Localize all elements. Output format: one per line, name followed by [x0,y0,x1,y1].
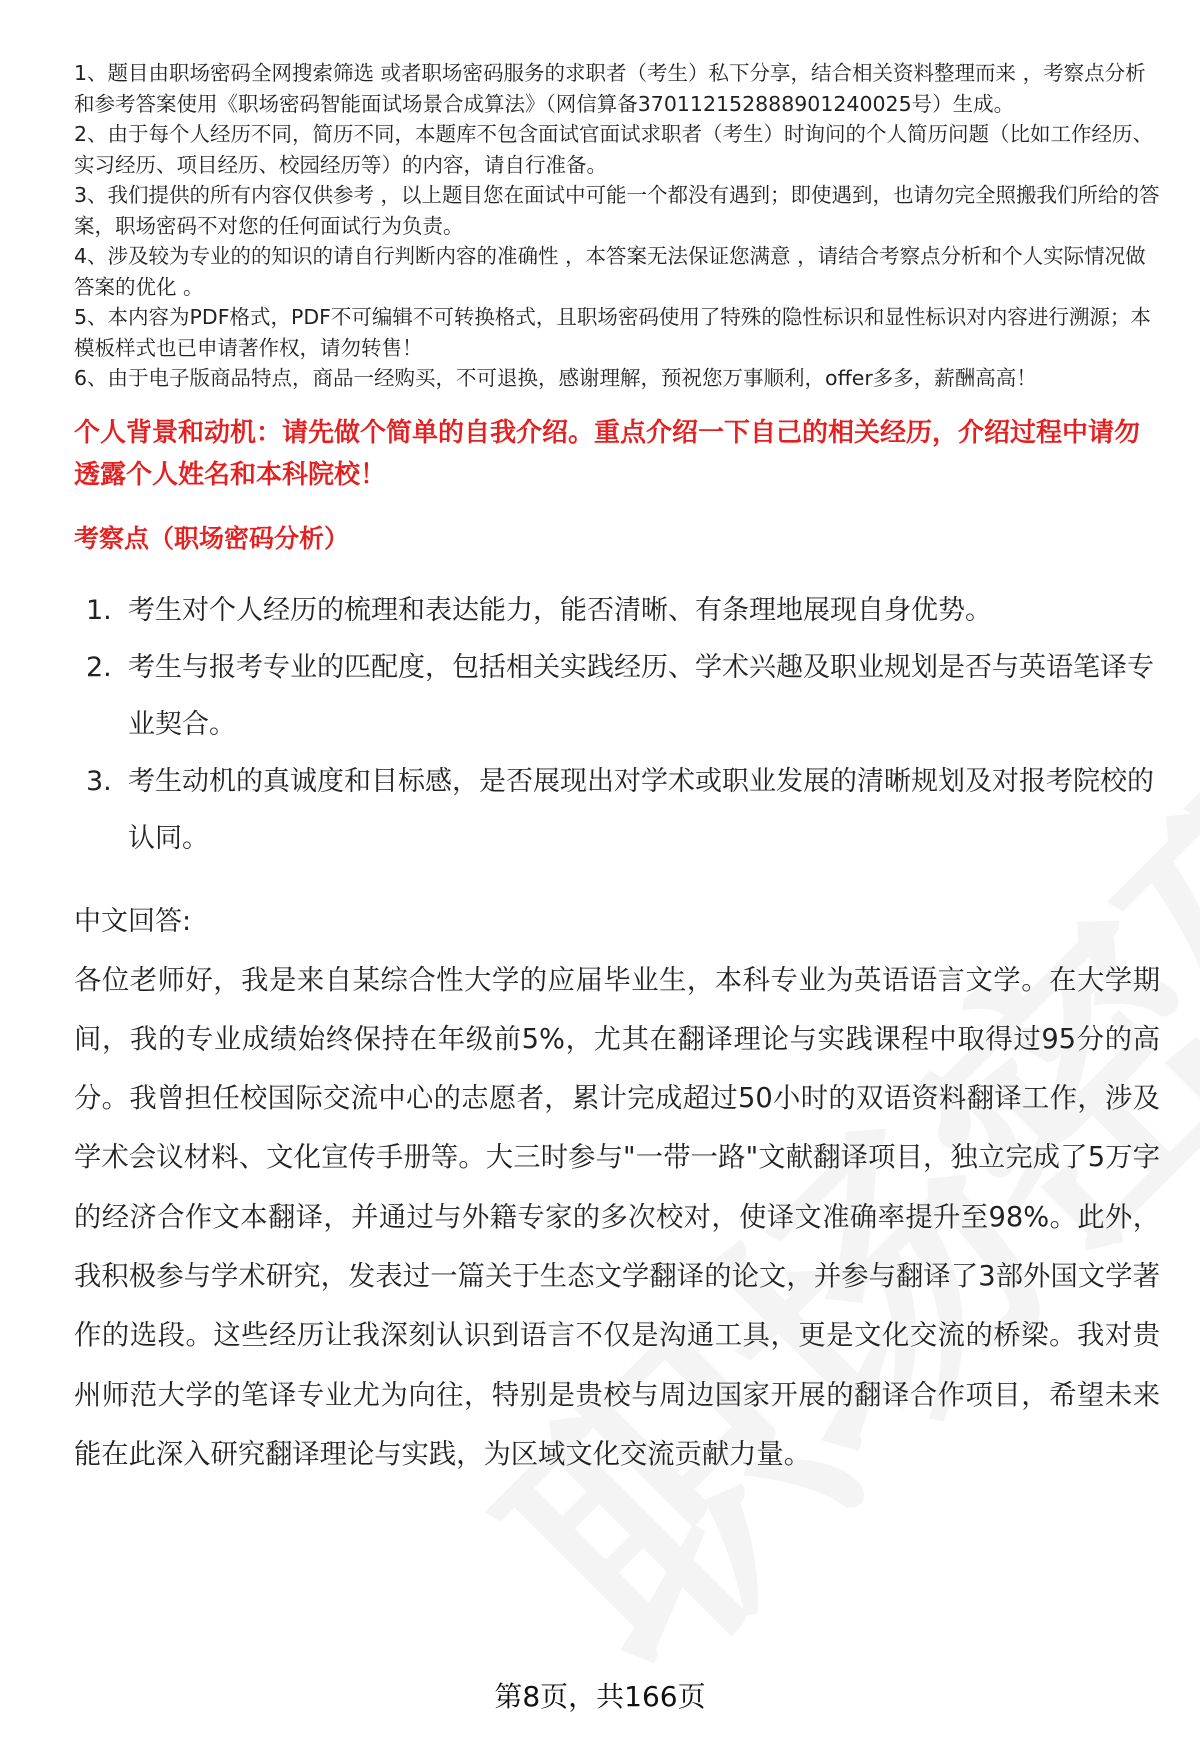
analysis-point [74,639,1164,753]
disclaimer-item: 1、题目由职场密码全网搜索筛选 或者职场密码服务的求职者（考生）私下分享，结合相关资料整理而来 ，考察点分析和参考答案使用《职场密码智能面试场景合成算法》（网信算备370112152888901240025号）生成。 [74,61,1146,116]
point-text: 考生动机的真诚度和目标感，是否展现出对学术或职业发展的清晰规划及对报考院校的认同。 [128,765,1154,854]
page-content [74,58,1164,1484]
point-number: 3. [86,765,112,797]
disclaimer-item: 3、我们提供的所有内容仅供参考 ，以上题目您在面试中可能一个都没有遇到；即使遇到，也请勿完全照搬我们所给的答案，职场密码不对您的任何面试行为负责。 [74,183,1160,238]
point-number: 2. [86,651,112,683]
answer-text: 各位老师好，我是来自某综合性大学的应届毕业生，本科专业为英语语言文学。在大学期间，我的专业成绩始终保持在年级前5%，尤其在翻译理论与实践课程中取得过95分的高分。我曾担任校国际交流中心的志愿者，累计完成超过50小时的双语资料翻译工作，涉及学术会议材料、文化宣传手册等。大三时参与"一带一路"文献翻译项目，独立完成了5万字的经济合作文本翻译，并通过与外籍专家的多次校对，使译文准确率提升至98%。此外，我积极参与学术研究，发表过一篇关于生态文学翻译的论文，并参与翻译了3部外国文学著作的选段。这些经历让我深刻认识到语言不仅是沟通工具，更是文化交流的桥梁。我对贵州师范大学的笔译专业尤为向往，特别是贵校与周边国家开展的翻译合作项目，希望未来能在此深入研究翻译理论与实践，为区域文化交流贡献力量。 [74,964,1160,1470]
disclaimer-item: 2、由于每个人经历不同，简历不同，本题库不包含面试官面试求职者（考生）时询问的个人简历问题（比如工作经历、实习经历、项目经历、校园经历等）的内容，请自行准备。 [74,122,1154,177]
disclaimer-item: 5、本内容为PDF格式，PDF不可编辑不可转换格式，且职场密码使用了特殊的隐性标识和显性标识对内容进行溯源；本模板样式也已申请著作权，请勿转售！ [74,305,1151,360]
analysis-point [74,753,1164,867]
analysis-point [74,582,1164,639]
question-title: 个人背景和动机：请先做个简单的自我介绍。重点介绍一下自己的相关经历，介绍过程中请勿透露个人姓名和本科院校！ [74,417,1141,490]
analysis-points [74,582,1164,867]
page-number: 第8页，共166页 [494,1680,706,1713]
disclaimer-block [74,58,1164,394]
point-text: 考生与报考专业的匹配度，包括相关实践经历、学术兴趣及职业规划是否与英语笔译专业契合。 [128,651,1154,740]
point-text: 考生对个人经历的梳理和表达能力，能否清晰、有条理地展现自身优势。 [128,594,992,626]
disclaimer-item: 4、涉及较为专业的的知识的请自行判断内容的准确性 ，本答案无法保证您满意 ，请结合考察点分析和个人实际情况做答案的优化 。 [74,244,1146,299]
point-number: 1. [86,594,112,626]
analysis-title: 考察点（职场密码分析） [74,523,350,553]
answer-label: 中文回答: [74,905,192,937]
disclaimer-item: 6、由于电子版商品特点，商品一经购买，不可退换，感谢理解，预祝您万事顺利，offer多多，薪酬高高！ [74,366,1037,390]
